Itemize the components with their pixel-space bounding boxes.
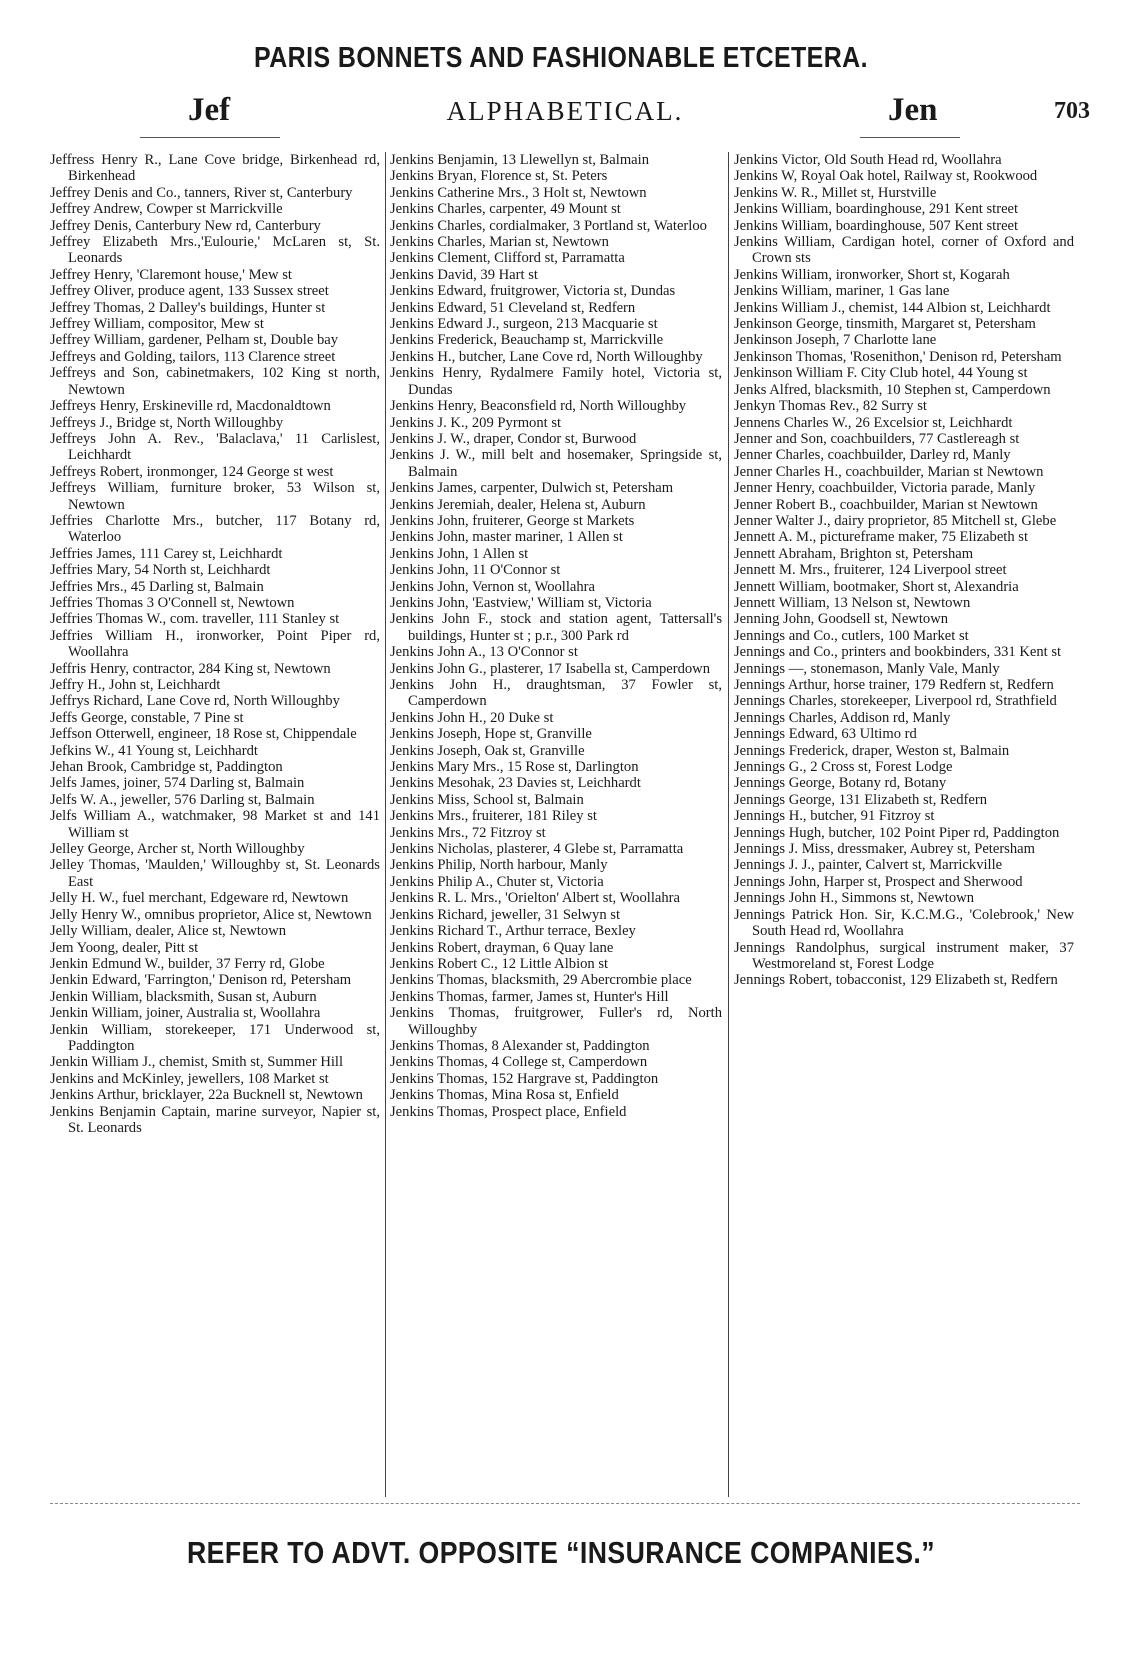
directory-entry: Jenkins Bryan, Florence st, St. Peters	[390, 168, 608, 185]
directory-entry: Jenkinson George, tinsmith, Margaret st, Petersham	[734, 316, 1036, 333]
directory-entry: Jenkins Catherine Mrs., 3 Holt st, Newtown	[390, 184, 647, 201]
directory-entry: Jenkins Charles, cordialmaker, 3 Portland st, Waterloo	[390, 217, 707, 234]
directory-entry: Jennings H., butcher, 91 Fitzroy st	[734, 808, 935, 825]
directory-entry: Jennings Randolphus, surgical instrument maker, 37 Westmoreland st, Forest Lodge	[734, 939, 1074, 972]
directory-entry: Jeffries James, 111 Carey st, Leichhardt	[50, 545, 283, 562]
directory-entry: Jenkins John H., 20 Duke st	[390, 709, 554, 726]
header-rule-left	[140, 137, 280, 138]
directory-entry: Jeffreys John A. Rev., 'Balaclava,' 11 Carlislest, Leichhardt	[50, 430, 380, 464]
directory-entry: Jennings Robert, tobacconist, 129 Elizabeth st, Redfern	[734, 972, 1058, 989]
directory-entry: Jelfs W. A., jeweller, 576 Darling st, Balmain	[50, 791, 315, 808]
directory-entry: Jeffrey William, compositor, Mew st	[50, 316, 264, 333]
directory-entry: Jeffress Henry R., Lane Cove bridge, Birkenhead rd, Birkenhead	[50, 152, 380, 185]
directory-entry: Jenkins David, 39 Hart st	[390, 266, 538, 283]
directory-entry: Jeffrey Andrew, Cowper st Marrickville	[50, 201, 283, 218]
directory-entry: Jenkins Philip A., Chuter st, Victoria	[390, 873, 604, 890]
directory-entry: Jeffrey Denis and Co., tanners, River st, Canterbury	[50, 184, 353, 201]
directory-entry: Jenkins William, mariner, 1 Gas lane	[734, 283, 950, 300]
directory-entry: Jenkins John, 'Eastview,' William st, Victoria	[390, 594, 652, 611]
directory-entry: Jennett M. Mrs., fruiterer, 124 Liverpool street	[734, 562, 1007, 579]
directory-entry: Jelly Henry W., omnibus proprietor, Alice st, Newtown	[50, 906, 372, 923]
directory-entry: Jennings J. J., painter, Calvert st, Marrickville	[734, 857, 1003, 874]
directory-entry: Jenkins Edward, fruitgrower, Victoria st, Dundas	[390, 283, 676, 300]
directory-entry: Jelfs James, joiner, 574 Darling st, Balmain	[50, 775, 305, 792]
directory-entry: Jenkins Thomas, blacksmith, 29 Abercrombie place	[390, 972, 692, 989]
directory-entry: Jenkins H., butcher, Lane Cove rd, North Willoughby	[390, 348, 703, 365]
directory-entry: Jelly William, dealer, Alice st, Newtown	[50, 923, 287, 940]
directory-entry: Jenkins William, ironworker, Short st, Kogarah	[734, 266, 1010, 283]
directory-entry: Jenkinson Thomas, 'Rosenithon,' Denison rd, Petersham	[734, 348, 1062, 365]
directory-entry: Jenner and Son, coachbuilders, 77 Castlereagh st	[734, 430, 1020, 447]
directory-entry: Jenkins Victor, Old South Head rd, Woollahra	[734, 152, 1002, 168]
directory-entry: Jenkyn Thomas Rev., 82 Surry st	[734, 398, 927, 415]
directory-entry: Jenkins John H., draughtsman, 37 Fowler st, Camperdown	[390, 677, 722, 710]
directory-columns	[50, 152, 1080, 1497]
directory-entry: Jenkin Edmund W., builder, 37 Ferry rd, Globe	[50, 955, 325, 972]
directory-entry: Jeffson Otterwell, engineer, 18 Rose st, Chippendale	[50, 726, 357, 743]
directory-entry: Jeffreys Robert, ironmonger, 124 George st west	[50, 463, 334, 480]
directory-column-2	[390, 152, 722, 1497]
directory-entry: Jenkins Edward, 51 Cleveland st, Redfern	[390, 299, 636, 316]
directory-entry: Jenkin William, joiner, Australia st, Woollahra	[50, 1005, 321, 1022]
directory-entry: Jeffries Charlotte Mrs., butcher, 117 Botany rd, Waterloo	[50, 512, 380, 546]
directory-column-3	[734, 152, 1074, 1497]
directory-entry: Jenkin Edward, 'Farrington,' Denison rd, Petersham	[50, 972, 352, 989]
directory-entry: Jennens Charles W., 26 Excelsior st, Leichhardt	[734, 414, 1013, 431]
directory-entry: Jeffries Mary, 54 North st, Leichhardt	[50, 562, 271, 579]
directory-entry: Jenkins W. R., Millet st, Hurstville	[734, 184, 937, 201]
directory-entry: Jennett A. M., pictureframe maker, 75 Elizabeth st	[734, 529, 1029, 546]
directory-entry: Jeffries Thomas 3 O'Connell st, Newtown	[50, 594, 295, 611]
directory-entry: Jenkins Miss, School st, Balmain	[390, 791, 584, 808]
directory-entry: Jenkins Thomas, 4 College st, Camperdown	[390, 1054, 648, 1071]
directory-entry: Jennings G., 2 Cross st, Forest Lodge	[734, 759, 953, 776]
directory-entry: Jennings Patrick Hon. Sir, K.C.M.G., 'Colebrook,' New South Head rd, Woollahra	[734, 906, 1074, 940]
directory-entry: Jenkins Mrs., 72 Fitzroy st	[390, 824, 546, 841]
directory-entry: Jennings John, Harper st, Prospect and Sherwood	[734, 873, 1023, 890]
directory-entry: Jenkins Thomas, Mina Rosa st, Enfield	[390, 1087, 619, 1104]
directory-entry: Jefkins W., 41 Young st, Leichhardt	[50, 742, 258, 759]
directory-entry: Jelley George, Archer st, North Willoughby	[50, 841, 305, 858]
directory-entry: Jenkins Mesohak, 23 Davies st, Leichhardt	[390, 775, 641, 792]
directory-entry: Jenkins Richard T., Arthur terrace, Bexley	[390, 923, 636, 940]
directory-entry: Jeffreys and Golding, tailors, 113 Clarence street	[50, 348, 336, 365]
directory-entry: Jennings George, Botany rd, Botany	[734, 775, 947, 792]
directory-entry: Jenkins Charles, Marian st, Newtown	[390, 234, 609, 251]
directory-entry: Jeffrey William, gardener, Pelham st, Double bay	[50, 332, 339, 349]
directory-entry: Jennings and Co., printers and bookbinders, 331 Kent st	[734, 644, 1062, 661]
directory-entry: Jeffry H., John st, Leichhardt	[50, 677, 221, 693]
directory-entry: Jenkins William, boardinghouse, 291 Kent street	[734, 201, 1019, 218]
directory-entry: Jenkins Henry, Beaconsfield rd, North Willoughby	[390, 398, 687, 415]
directory-entry: Jeffs George, constable, 7 Pine st	[50, 709, 244, 726]
directory-entry: Jenkins Thomas, fruitgrower, Fuller's rd, North Willoughby	[390, 1005, 722, 1038]
directory-entry: Jenner Walter J., dairy proprietor, 85 Mitchell st, Glebe	[734, 512, 1057, 529]
directory-entry: Jenkins William J., chemist, 144 Albion st, Leichhardt	[734, 299, 1051, 316]
directory-entry: Jenkins J. W., mill belt and hosemaker, Springside st, Balmain	[390, 447, 722, 480]
directory-entry: Jeffries William H., ironworker, Point Piper rd, Woollahra	[50, 627, 380, 661]
directory-entry: Jenkin William, blacksmith, Susan st, Auburn	[50, 988, 317, 1005]
directory-entry: Jenkinson Joseph, 7 Charlotte lane	[734, 332, 937, 349]
directory-entry: Jeffries Thomas W., com. traveller, 111 Stanley st	[50, 611, 340, 628]
guide-word-first: Jef	[188, 92, 231, 128]
directory-entry: Jenkins J. K., 209 Pyrmont st	[390, 414, 562, 431]
directory-entry: Jeffrey Henry, 'Claremont house,' Mew st	[50, 266, 292, 283]
directory-entry: Jenkins William, Cardigan hotel, corner of Oxford and Crown sts	[734, 234, 1074, 267]
directory-entry: Jenkins John F., stock and station agent, Tattersall's buildings, Hunter st ; p.r., 300 Park rd	[390, 611, 722, 644]
directory-entry: Jennings Charles, storekeeper, Liverpool rd, Strathfield	[734, 693, 1057, 710]
directory-entry: Jenning John, Goodsell st, Newtown	[734, 611, 949, 628]
directory-entry: Jenkins John, master mariner, 1 Allen st	[390, 529, 623, 546]
directory-entry: Jeffreys and Son, cabinetmakers, 102 King st north, Newtown	[50, 365, 380, 398]
directory-entry: Jennings Charles, Addison rd, Manly	[734, 709, 951, 726]
directory-entry: Jenkins Richard, jeweller, 31 Selwyn st	[390, 906, 621, 923]
directory-entry: Jenkins Jeremiah, dealer, Helena st, Auburn	[390, 496, 646, 513]
directory-entry: Jelley Thomas, 'Maulden,' Willoughby st, St. Leonards East	[50, 857, 380, 890]
directory-entry: Jennings —, stonemason, Manly Vale, Manly	[734, 660, 1000, 677]
directory-entry: Jennings George, 131 Elizabeth st, Redfern	[734, 791, 988, 808]
directory-entry: Jenkins John, 1 Allen st	[390, 545, 529, 562]
header-rule-right	[860, 137, 960, 138]
directory-entry: Jennett William, 13 Nelson st, Newtown	[734, 594, 971, 611]
directory-entry: Jennings Edward, 63 Ultimo rd	[734, 726, 917, 743]
directory-entry: Jenkins Thomas, farmer, James st, Hunter's Hill	[390, 988, 669, 1005]
directory-entry: Jenner Charles, coachbuilder, Darley rd, Manly	[734, 447, 1011, 464]
directory-entry: Jenkins and McKinley, jewellers, 108 Market st	[50, 1070, 329, 1087]
directory-entry: Jeffreys William, furniture broker, 53 Wilson st, Newtown	[50, 480, 380, 513]
guide-word-last: Jen	[888, 92, 938, 128]
directory-entry: Jenkins Henry, Rydalmere Family hotel, Victoria st, Dundas	[390, 365, 722, 398]
directory-entry: Jenkins John, Vernon st, Woollahra	[390, 578, 596, 595]
directory-entry: Jenkins Thomas, 8 Alexander st, Paddington	[390, 1037, 650, 1054]
directory-entry: Jennings J. Miss, dressmaker, Aubrey st, Petersham	[734, 841, 1035, 858]
directory-entry: Jem Yoong, dealer, Pitt st	[50, 939, 199, 956]
directory-entry: Jeffrey Elizabeth Mrs.,'Eulourie,' McLaren st, St. Leonards	[50, 234, 380, 267]
directory-entry: Jenkins R. L. Mrs., 'Orielton' Albert st, Woollahra	[390, 890, 680, 907]
directory-entry: Jenner Charles H., coachbuilder, Marian st Newtown	[734, 463, 1044, 480]
directory-entry: Jennings and Co., cutlers, 100 Market st	[734, 627, 969, 644]
directory-entry: Jenkins Thomas, Prospect place, Enfield	[390, 1103, 627, 1120]
directory-entry: Jeffries Mrs., 45 Darling st, Balmain	[50, 578, 264, 595]
directory-entry: Jenkins Joseph, Oak st, Granville	[390, 742, 585, 759]
directory-entry: Jenkins Frederick, Beauchamp st, Marrickville	[390, 332, 664, 349]
directory-entry: Jenkins W, Royal Oak hotel, Railway st, Rookwood	[734, 168, 1038, 185]
advert-footer: REFER TO ADVT. OPPOSITE “INSURANCE COMPANIES.”	[186, 1535, 936, 1570]
directory-entry: Jeffris Henry, contractor, 284 King st, Newtown	[50, 660, 331, 677]
directory-entry: Jeffrey Denis, Canterbury New rd, Canterbury	[50, 217, 321, 234]
directory-entry: Jennings Arthur, horse trainer, 179 Redfern st, Redfern	[734, 677, 1054, 693]
directory-entry: Jenkins Edward J., surgeon, 213 Macquarie st	[390, 316, 658, 333]
directory-entry: Jenks Alfred, blacksmith, 10 Stephen st, Camperdown	[734, 381, 1051, 398]
directory-entry: Jeffrey Oliver, produce agent, 133 Sussex street	[50, 283, 329, 300]
directory-entry: Jenkins Robert, drayman, 6 Quay lane	[390, 939, 614, 956]
directory-entry: Jennett William, bootmaker, Short st, Alexandria	[734, 578, 1019, 595]
directory-entry: Jenkin William J., chemist, Smith st, Summer Hill	[50, 1054, 344, 1071]
directory-entry: Jeffreys Henry, Erskineville rd, Macdonaldtown	[50, 398, 331, 415]
running-head	[40, 92, 1090, 136]
directory-entry: Jelly H. W., fuel merchant, Edgeware rd, Newtown	[50, 890, 349, 907]
directory-entry: Jenkinson William F. City Club hotel, 44 Young st	[734, 365, 1028, 382]
directory-entry: Jenkins Arthur, bricklayer, 22a Bucknell st, Newtown	[50, 1087, 363, 1104]
directory-entry: Jenkins Philip, North harbour, Manly	[390, 857, 608, 874]
directory-entry: Jennings John H., Simmons st, Newtown	[734, 890, 974, 907]
directory-entry: Jenkins Benjamin Captain, marine surveyor, Napier st, St. Leonards	[50, 1103, 380, 1136]
page-number: 703	[1054, 98, 1090, 124]
directory-entry: Jenkins John G., plasterer, 17 Isabella st, Camperdown	[390, 660, 711, 677]
directory-entry: Jeffreys J., Bridge st, North Willoughby	[50, 414, 284, 431]
directory-column-1	[50, 152, 380, 1497]
directory-entry: Jeffrey Thomas, 2 Dalley's buildings, Hunter st	[50, 299, 326, 316]
column-divider	[728, 152, 729, 1497]
directory-entry: Jehan Brook, Cambridge st, Paddington	[50, 759, 283, 776]
directory-entry: Jennings Hugh, butcher, 102 Point Piper rd, Paddington	[734, 824, 1060, 841]
section-title: ALPHABETICAL.	[446, 96, 684, 126]
directory-entry: Jenkins Clement, Clifford st, Parramatta	[390, 250, 625, 267]
directory-entry: Jeffrys Richard, Lane Cove rd, North Willoughby	[50, 693, 340, 710]
column-divider	[385, 152, 386, 1497]
directory-entry: Jenner Henry, coachbuilder, Victoria parade, Manly	[734, 480, 1036, 497]
directory-entry: Jennett Abraham, Brighton st, Petersham	[734, 545, 974, 562]
directory-entry: Jennings Frederick, draper, Weston st, Balmain	[734, 742, 1010, 759]
directory-entry: Jenkins Mary Mrs., 15 Rose st, Darlington	[390, 759, 639, 776]
directory-entry: Jenkins Robert C., 12 Little Albion st	[390, 955, 609, 972]
directory-entry: Jenner Robert B., coachbuilder, Marian st Newtown	[734, 496, 1038, 513]
directory-entry: Jelfs William A., watchmaker, 98 Market st and 141 William st	[50, 808, 380, 841]
directory-entry: Jenkins Joseph, Hope st, Granville	[390, 726, 592, 743]
directory-entry: Jenkin William, storekeeper, 171 Underwood st, Paddington	[50, 1021, 380, 1054]
footer-rule	[50, 1503, 1080, 1504]
directory-entry: Jenkins Mrs., fruiterer, 181 Riley st	[390, 808, 597, 825]
directory-entry: Jenkins John, fruiterer, George st Markets	[390, 512, 635, 529]
directory-entry: Jenkins Charles, carpenter, 49 Mount st	[390, 201, 621, 218]
directory-entry: Jenkins J. W., draper, Condor st, Burwood	[390, 430, 637, 447]
directory-entry: Jenkins John, 11 O'Connor st	[390, 562, 561, 579]
directory-entry: Jenkins James, carpenter, Dulwich st, Petersham	[390, 480, 674, 497]
directory-entry: Jenkins John A., 13 O'Connor st	[390, 644, 578, 661]
directory-entry: Jenkins Benjamin, 13 Llewellyn st, Balmain	[390, 152, 650, 168]
page-banner: PARIS BONNETS AND FASHIONABLE ETCETERA.	[254, 42, 868, 74]
directory-entry: Jenkins Nicholas, plasterer, 4 Glebe st, Parramatta	[390, 841, 684, 858]
directory-entry: Jenkins Thomas, 152 Hargrave st, Paddington	[390, 1070, 659, 1087]
directory-entry: Jenkins William, boardinghouse, 507 Kent street	[734, 217, 1019, 234]
